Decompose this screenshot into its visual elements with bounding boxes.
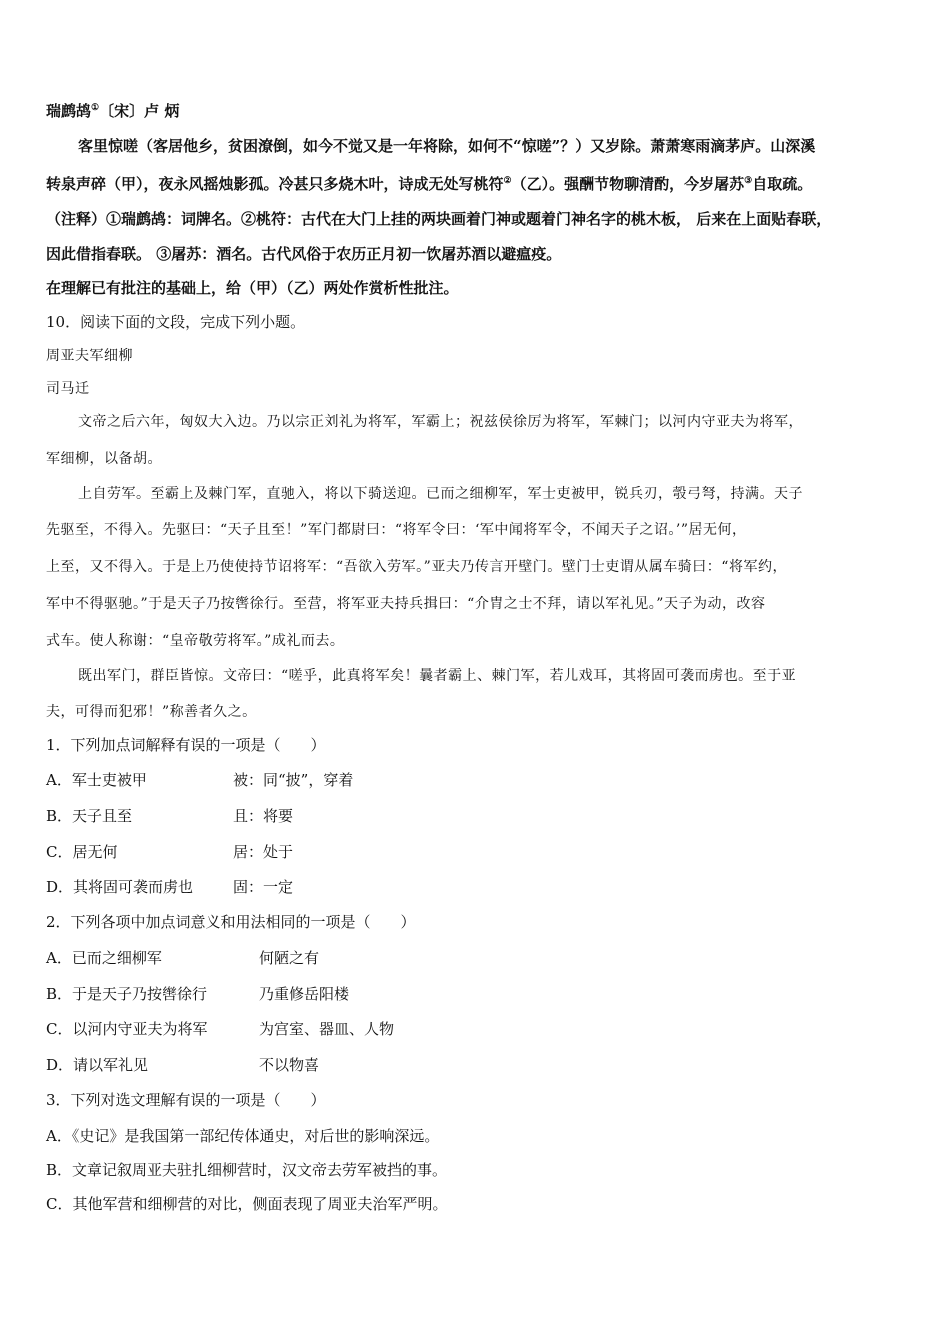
passage-p3-line-1: 既出军门，群臣皆惊。文帝曰：“嗟乎，此真将军矣！曩者霸上、棘门军，若儿戏耳，其将固可袭而虏也。至于亚: [78, 668, 797, 684]
question-3-option-a[interactable]: A．《史记》是我国第一部纪传体通史，对后世的影响深远。: [46, 1127, 440, 1145]
option-label: B．于是天子乃按辔徐行: [46, 985, 208, 1003]
question-2-option-a[interactable]: [46, 948, 162, 968]
question-3-option-c[interactable]: C．其他军营和细柳营的对比，侧面表现了周亚夫治军严明。: [46, 1195, 448, 1213]
question-1-option-c-expl: 居：处于: [233, 843, 294, 861]
poem-line-2b: （乙）。强酬节物聊清酌，今岁屠苏: [511, 175, 745, 193]
passage-p2-line-1: 上自劳军。至霸上及棘门军，直驰入，将以下骑送迎。已而之细柳军，军士吏被甲，锐兵刃，彀弓弩，持满。天子: [78, 486, 803, 502]
question-2-option-a-expl: 何陋之有: [259, 949, 320, 967]
passage-p2-line-2: 先驱至，不得入。先驱曰：“天子且至！”军门都尉曰：“将军令曰：‘军中闻将军令，不闻天子之诏。’”居无何，: [46, 522, 747, 538]
poem-line-2a: 转泉声碎（甲），夜永风摇烛影孤。冷甚只多烧木叶，诗成无处写桃符: [46, 175, 504, 193]
passage-p1-line-1: 文帝之后六年，匈奴大入边。乃以宗正刘礼为将军，军霸上；祝兹侯徐厉为将军，军棘门；以河内守亚夫为将军，: [78, 414, 803, 430]
question-1-option-c[interactable]: [46, 842, 117, 862]
passage-p2-line-3: 上至，又不得入。于是上乃使使持节诏将军：“吾欲入劳军。”亚夫乃传言开壁门。壁门士吏谓从属车骑曰：“将军约，: [46, 559, 787, 575]
option-label: D．其将固可袭而虏也: [46, 878, 194, 896]
passage-title: 周亚夫军细柳: [46, 348, 133, 364]
option-label: A．军士吏被甲: [46, 771, 147, 789]
option-label: C．以河内守亚夫为将军: [46, 1020, 208, 1038]
question-1-option-d-expl: 固：一定: [233, 878, 294, 896]
question-2-option-d-expl: 不以物喜: [259, 1056, 320, 1074]
option-label: D．请以军礼见: [46, 1056, 149, 1074]
poem-author: 〔宋〕卢 炳: [99, 102, 180, 120]
question-2-option-b-expl: 乃重修岳阳楼: [259, 985, 350, 1003]
question-3-option-b[interactable]: B．文章记叙周亚夫驻扎细柳营时，汉文帝去劳军被挡的事。: [46, 1161, 448, 1179]
footnote-mark: ③: [744, 176, 753, 186]
question-2-stem: 2．下列各项中加点词意义和用法相同的一项是（ ）: [46, 913, 416, 931]
q10-heading: 10．阅读下面的文段，完成下列小题。: [46, 313, 306, 331]
passage-p1-line-2: 军细柳，以备胡。: [46, 451, 162, 467]
question-2-option-c[interactable]: [46, 1019, 207, 1039]
poem-line-1: 客里惊嗟（客居他乡，贫困潦倒，如今不觉又是一年将除，如何不“惊嗟”？）又岁除。萧萧寒雨滴茅庐。山深溪: [78, 137, 816, 155]
footnote-mark: ②: [503, 176, 512, 186]
poem-task: 在理解已有批注的基础上，给（甲）（乙）两处作赏析性批注。: [46, 279, 459, 297]
option-label: C．居无何: [46, 843, 118, 861]
poem-title: [46, 101, 179, 121]
question-1-option-a-expl: 被：同“披”，穿着: [233, 771, 354, 789]
question-2-option-b[interactable]: [46, 984, 207, 1004]
question-1-option-d[interactable]: [46, 877, 193, 897]
poem-note-2: 因此借指春联。 ③屠苏：酒名。古代风俗于农历正月初一饮屠苏酒以避瘟疫。: [46, 245, 562, 263]
question-1-option-b-expl: 且：将要: [233, 807, 294, 825]
question-3-stem: 3．下列对选文理解有误的一项是（ ）: [46, 1091, 326, 1109]
question-1-option-b[interactable]: [46, 806, 132, 826]
question-2-option-c-expl: 为宫室、器皿、人物: [259, 1020, 395, 1038]
passage-p3-line-2: 夫，可得而犯邪！”称善者久之。: [46, 704, 257, 720]
poem-note-1: （注释）①瑞鹧鸪：词牌名。②桃符：古代在大门上挂的两块画着门神或题着门神名字的桃木板， 后来在上面贴春联，: [46, 210, 832, 228]
option-label: B．天子且至: [46, 807, 133, 825]
footnote-mark: ①: [91, 103, 100, 113]
poem-line-2c: 自取疏。: [752, 175, 813, 193]
question-1-option-a[interactable]: [46, 770, 147, 790]
question-2-option-d[interactable]: [46, 1055, 148, 1075]
poem-title-name: 瑞鹧鸪: [46, 102, 92, 120]
option-label: A．已而之细柳军: [46, 949, 162, 967]
passage-author: 司马迁: [46, 381, 90, 397]
poem-line-2: [46, 174, 812, 194]
question-1-stem: 1．下列加点词解释有误的一项是（ ）: [46, 736, 326, 754]
passage-p2-line-4: 军中不得驱驰。”于是天子乃按辔徐行。至营，将军亚夫持兵揖曰：“介胄之士不拜，请以军礼见。”天子为动，改容: [46, 596, 766, 612]
passage-p2-line-5: 式车。使人称谢：“皇帝敬劳将军。”成礼而去。: [46, 633, 345, 649]
